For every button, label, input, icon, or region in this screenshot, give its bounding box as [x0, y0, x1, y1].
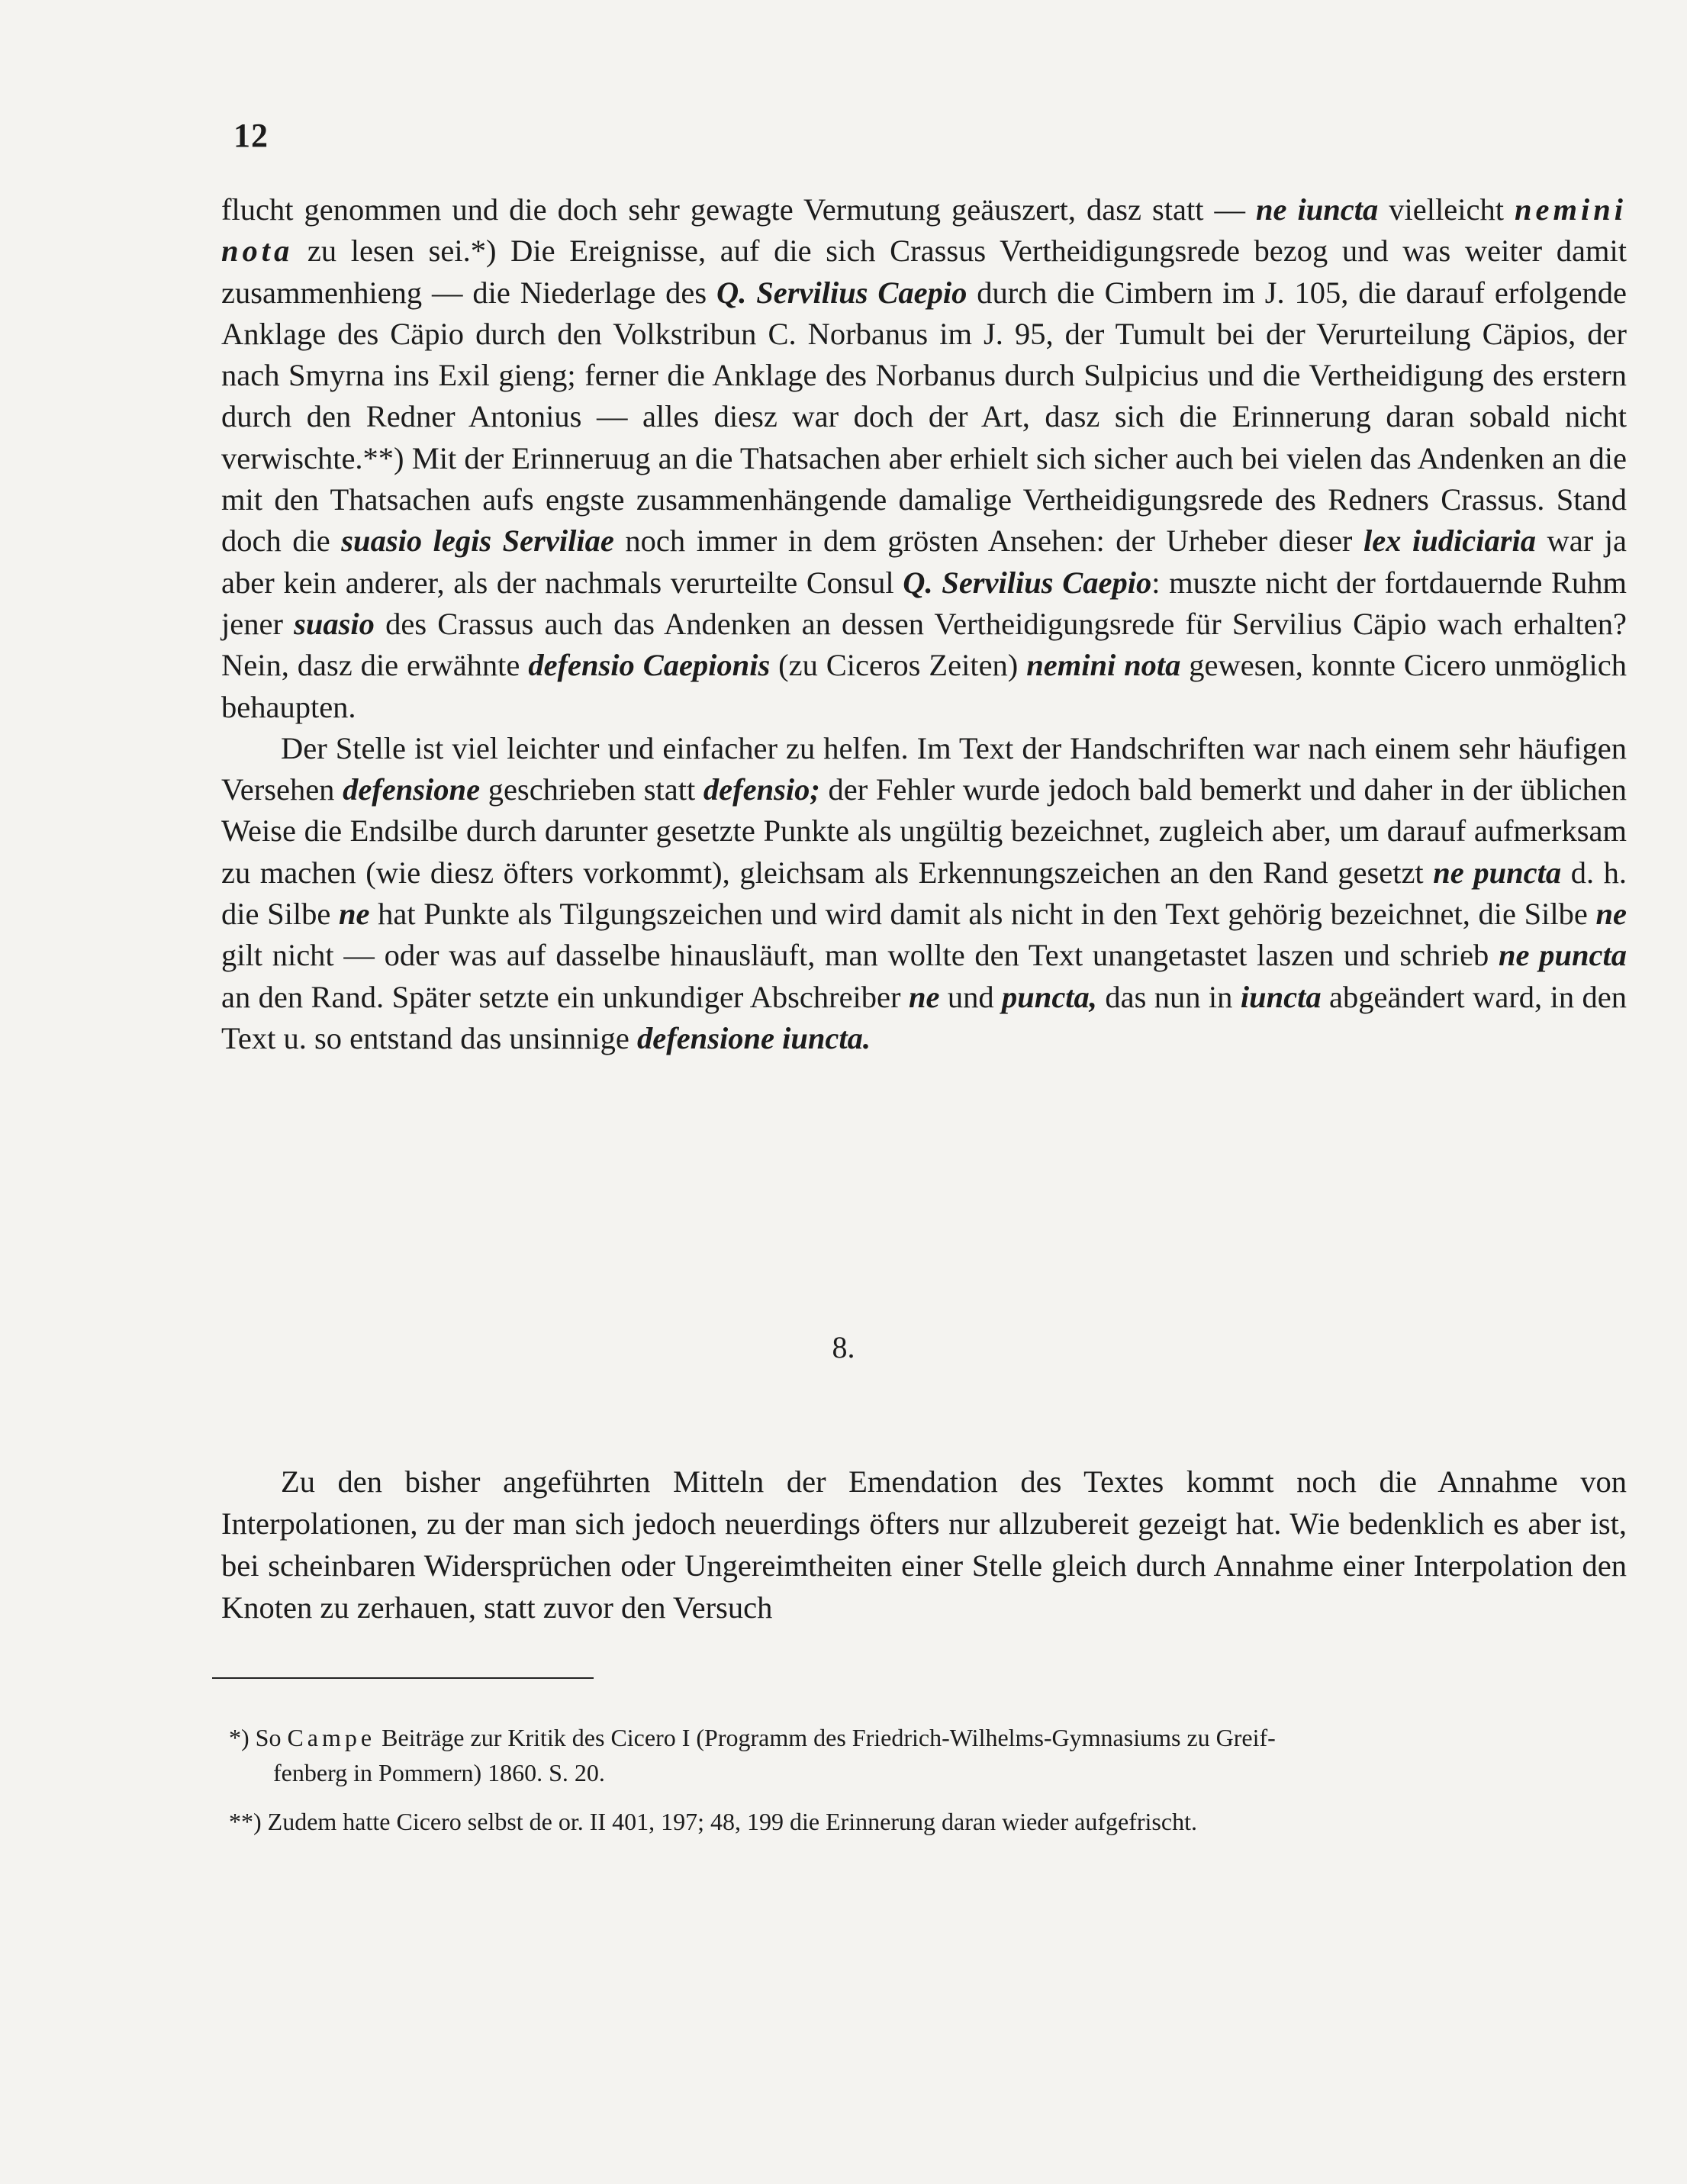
text-run: vielleicht	[1378, 192, 1515, 227]
text-run: gilt nicht — oder was auf dasselbe hinausläuft, man wollte den Text unangetastet laszen und schrieb	[221, 938, 1499, 973]
latin-term: Q. Servilius Caepio	[716, 275, 967, 310]
text-run: flucht genommen und die doch sehr gewagte Vermutung geäuszert, dasz statt —	[221, 192, 1256, 227]
latin-term: nemini nota	[221, 192, 1627, 269]
footnote-1	[229, 1720, 1618, 1755]
latin-term: suasio legis Serviliae	[341, 523, 614, 559]
text-run: noch immer in dem grösten Ansehen: der Urheber dieser	[613, 523, 1363, 559]
latin-term: ne	[908, 979, 940, 1014]
latin-term: defensione	[343, 772, 481, 807]
text-run: gewesen, konnte Cicero unmöglich behaupten.	[221, 648, 1627, 724]
text-run: an den Rand. Später setzte ein unkundiger Abschreiber	[221, 979, 909, 1014]
text-run: der Fehler wurde jedoch bald bemerkt und daher in der üblichen Weise die Endsilbe durch darunter gesetzte Punkte als ungültig bezeichnet, zugleich aber, um darauf aufmerksam zu machen (wie diesz öfters vorkommt), gleichsam als Erkennungszeichen an den Rand gesetzt	[221, 772, 1627, 890]
text-run: Zu den bisher angeführten Mitteln der Emendation des Textes kommt noch die Annahme von Interpolationen, zu der man sich jedoch neuerdings öfters nur allzubereit gezeigt hat. Wie bedenklich es aber ist, bei scheinbaren Widersprüchen oder Ungereimtheiten einer Stelle gleich durch Annahme einer Interpolation den Knoten zu zerhauen, statt zuvor den Versuch	[221, 1464, 1627, 1625]
latin-term: defensio;	[703, 772, 820, 807]
footnote-1-text: Beiträge zur Kritik des Cicero I (Programm des Friedrich-Wilhelms-Gymnasiums zu Greif-	[375, 1724, 1276, 1751]
latin-term: iuncta	[1240, 979, 1322, 1014]
footnotes	[229, 1720, 1618, 1839]
footnote-1-author: Campe	[287, 1724, 376, 1751]
footnote-1-lead: *) So	[229, 1724, 288, 1751]
text-run: : muszte nicht der fortdauernde Ruhm jener	[221, 565, 1627, 641]
footnote-divider	[212, 1677, 594, 1679]
latin-term: nemini nota	[1026, 648, 1181, 683]
text-run: Der Stelle ist viel leichter und einfacher zu helfen. Im Text der Handschriften war nach einem sehr häufigen Versehen	[221, 730, 1627, 807]
paragraph-2	[221, 728, 1627, 1059]
latin-term: defensione iuncta.	[636, 1020, 871, 1055]
latin-term: ne	[1595, 897, 1627, 932]
latin-term: puncta,	[1002, 979, 1097, 1014]
latin-term: ne puncta	[1433, 855, 1562, 890]
latin-term: lex iudiciaria	[1363, 523, 1536, 559]
text-run: d. h. die Silbe	[221, 855, 1627, 932]
paragraph-3	[221, 1461, 1627, 1628]
text-run: des Crassus auch das Andenken an dessen Vertheidigungsrede für Servilius Cäpio wach erhalten? Nein, dasz die erwähnte	[221, 606, 1627, 683]
text-run: war ja aber kein anderer, als der nachmals verurteilte Consul	[221, 523, 1627, 600]
latin-term: ne iuncta	[1255, 192, 1379, 227]
latin-term: defensio Caepionis	[528, 648, 771, 683]
text-run: das nun in	[1096, 979, 1241, 1014]
latin-term: ne puncta	[1499, 938, 1627, 973]
section-number: 8.	[832, 1330, 855, 1364]
body-text-lower	[221, 1461, 1627, 1628]
text-run: abgeändert ward, in den Text u. so entstand das unsinnige	[221, 979, 1627, 1055]
text-run: hat Punkte als Tilgungszeichen und wird damit als nicht in den Text gehörig bezeichnet, die Silbe	[369, 897, 1596, 932]
text-run: (zu Ciceros Zeiten)	[770, 648, 1027, 683]
latin-term: suasio	[294, 606, 375, 641]
body-text-upper	[221, 189, 1627, 1059]
text-run: durch die Cimbern im J. 105, die darauf erfolgende Anklage des Cäpio durch den Volkstribun C. Norbanus im J. 95, der Tumult bei der Verurteilung Cäpios, der nach Smyrna ins Exil gieng; ferner die Anklage des Norbanus durch Sulpicius und die Vertheidigung des erstern durch den Redner Antonius — alles diesz war doch der Art, dasz sich die Erinnerung daran sobald nicht verwischte.**) Mit der Erinneruug an die Thatsachen aber erhielt sich sicher auch bei vielen das Andenken an die mit den Thatsachen aufs engste zusammenhängende damalige Vertheidigungsrede des Redners Crassus. Stand doch die	[221, 275, 1627, 559]
text-run: und	[939, 979, 1003, 1014]
latin-term: Q. Servilius Caepio	[903, 565, 1152, 600]
paragraph-1	[221, 189, 1627, 728]
footnote-1-continuation: fenberg in Pommern) 1860. S. 20.	[273, 1759, 605, 1786]
text-run: geschrieben statt	[480, 772, 703, 807]
page-number: 12	[233, 117, 269, 154]
text-run: zu lesen sei.*) Die Ereignisse, auf die sich Crassus Vertheidigungsrede bezog und was weiter damit zusammenhieng — die Niederlage des	[221, 234, 1627, 310]
latin-term: ne	[339, 897, 370, 932]
footnote-2: **) Zudem hatte Cicero selbst de or. II 401, 197; 48, 199 die Erinnerung daran wieder aufgefrischt.	[229, 1808, 1197, 1835]
